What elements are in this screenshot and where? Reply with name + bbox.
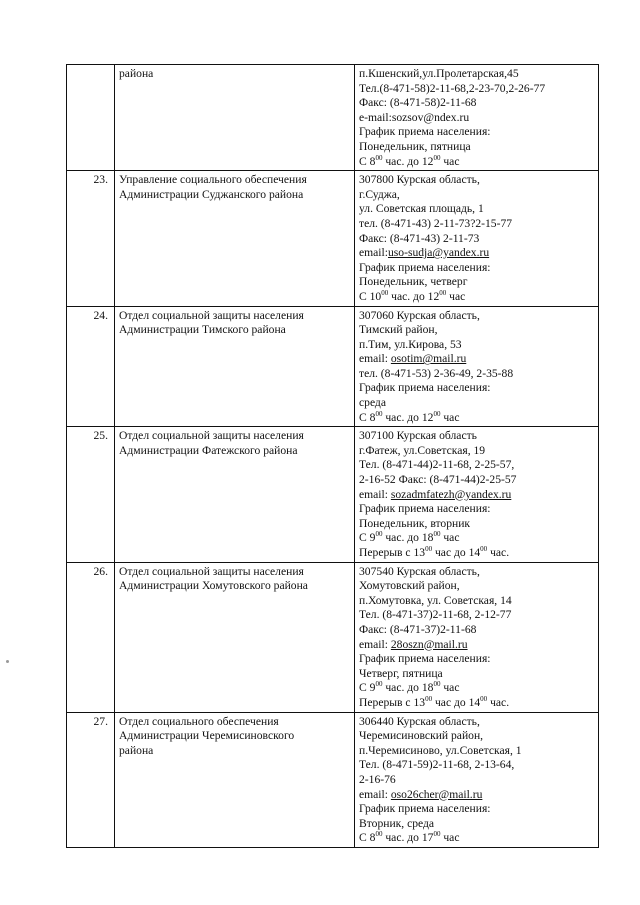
contact-line xyxy=(359,429,594,444)
table-row xyxy=(67,65,599,171)
contact-line xyxy=(359,696,594,711)
contact-line xyxy=(359,444,594,459)
contact-line xyxy=(359,802,594,817)
contact-text: час. до 17 xyxy=(382,831,434,845)
contact-line xyxy=(359,473,594,488)
contact-text: С 9 xyxy=(359,681,376,695)
email-label: email: xyxy=(359,787,391,801)
organization-name xyxy=(115,427,355,562)
contact-text: среда xyxy=(359,396,386,410)
table-row xyxy=(67,306,599,427)
contact-text: п.Черемисиново, ул.Советская, 1 xyxy=(359,743,522,757)
contact-info xyxy=(355,65,599,171)
contact-line xyxy=(359,546,594,561)
time-minutes-sup: 00 xyxy=(425,694,433,703)
organization-name-line: Администрации Тимского района xyxy=(119,323,286,337)
contact-line xyxy=(359,396,594,411)
contact-text: час xyxy=(440,154,460,168)
organization-name-line: Отдел социальной защиты населения xyxy=(119,429,304,443)
contact-line xyxy=(359,638,594,653)
contact-text: час. до 12 xyxy=(388,289,440,303)
contact-line xyxy=(359,579,594,594)
contact-text: час xyxy=(440,831,460,845)
contact-text: п.Кшенский,ул.Пролетарская,45 xyxy=(359,67,519,80)
contact-text: час. до 12 xyxy=(382,410,434,424)
contact-text: 306440 Курская область, xyxy=(359,714,480,728)
contact-line xyxy=(359,817,594,832)
contact-text: Факс: (8-471-43) 2-11-73 xyxy=(359,231,480,245)
contact-line xyxy=(359,217,594,232)
contact-line xyxy=(359,67,594,82)
contact-line xyxy=(359,381,594,396)
organization-name-line: Администрации Черемисиновского xyxy=(119,729,295,743)
organization-name xyxy=(115,712,355,847)
contact-line xyxy=(359,232,594,247)
email-label: email: xyxy=(359,637,391,651)
contact-text: 307100 Курская область xyxy=(359,429,477,443)
contact-line xyxy=(359,338,594,353)
contact-line xyxy=(359,517,594,532)
contact-text: час. до 12 xyxy=(382,154,434,168)
scan-speck xyxy=(6,660,9,663)
contact-text: час до 14 xyxy=(432,695,481,709)
contact-text: С 9 xyxy=(359,531,376,545)
contact-line xyxy=(359,831,594,846)
organization-name-line: Управление социального обеспечения xyxy=(119,173,307,187)
contact-text: Понедельник, четверг xyxy=(359,275,468,289)
contact-text: Вторник, среда xyxy=(359,816,435,830)
row-number: 26. xyxy=(67,562,115,712)
contact-info xyxy=(355,306,599,427)
contact-line xyxy=(359,608,594,623)
contact-line xyxy=(359,729,594,744)
contact-text: 307540 Курская область, xyxy=(359,564,480,578)
organization-name-line: Администрации Фатежского района xyxy=(119,443,298,457)
contact-line xyxy=(359,411,594,426)
organization-name-line: района xyxy=(119,743,154,757)
organization-name xyxy=(115,65,355,171)
contact-text: Факс: (8-471-58)2-11-68 xyxy=(359,96,477,110)
time-minutes-sup: 00 xyxy=(433,153,441,162)
contact-line xyxy=(359,173,594,188)
contact-line xyxy=(359,155,594,170)
contact-text: час. xyxy=(487,546,510,559)
row-number: 23. xyxy=(67,171,115,306)
time-minutes-sup: 00 xyxy=(433,530,441,539)
contact-line xyxy=(359,246,594,261)
contact-text: График приема населения: xyxy=(359,381,491,395)
contact-line xyxy=(359,758,594,773)
contact-line xyxy=(359,367,594,382)
time-minutes-sup: 00 xyxy=(433,409,441,418)
contact-text: Хомутовский район, xyxy=(359,579,460,593)
contact-text: тел. (8-471-43) 2-11-73?2-15-77 xyxy=(359,216,513,230)
row-number: 27. xyxy=(67,712,115,847)
contact-text: Тел.(8-471-58)2-11-68,2-23-70,2-26-77 xyxy=(359,81,546,95)
contact-text: Черемисиновский район, xyxy=(359,729,484,743)
organization-name-line: Администрации Суджанского района xyxy=(119,187,304,201)
row-number: 25. xyxy=(67,427,115,562)
contact-line xyxy=(359,111,594,126)
contact-text: тел. (8-471-53) 2-36-49, 2-35-88 xyxy=(359,366,514,380)
time-minutes-sup: 00 xyxy=(375,830,383,839)
contact-text: 2-16-52 Факс: (8-471-44)2-25-57 xyxy=(359,473,517,487)
contact-line xyxy=(359,140,594,155)
organization-name-line: Администрации Хомутовского района xyxy=(119,579,308,593)
contact-text: 2-16-76 xyxy=(359,772,396,786)
contact-text: График приема населения: xyxy=(359,125,491,139)
contact-line xyxy=(359,290,594,305)
contact-line xyxy=(359,667,594,682)
contact-line xyxy=(359,623,594,638)
contact-info xyxy=(355,712,599,847)
contact-info xyxy=(355,562,599,712)
contact-line xyxy=(359,202,594,217)
contact-line xyxy=(359,488,594,503)
contact-text: График приема населения: xyxy=(359,652,491,666)
contact-line xyxy=(359,502,594,517)
organization-name xyxy=(115,171,355,306)
contact-text: С 8 xyxy=(359,154,376,168)
time-minutes-sup: 00 xyxy=(425,545,433,553)
contact-text: г.Суджа, xyxy=(359,187,400,201)
organization-name-line: Отдел социальной защиты населения xyxy=(119,564,304,578)
contact-line xyxy=(359,261,594,276)
social-services-table xyxy=(66,64,599,848)
contact-line xyxy=(359,715,594,730)
contact-text: Тел. (8-471-59)2-11-68, 2-13-64, xyxy=(359,758,515,772)
email-label: email: xyxy=(359,487,391,501)
contact-text: ул. Советская площадь, 1 xyxy=(359,202,484,216)
contact-line xyxy=(359,788,594,803)
contact-text: Понедельник, пятница xyxy=(359,139,471,153)
contact-line xyxy=(359,275,594,290)
time-minutes-sup: 00 xyxy=(381,288,389,297)
organization-name xyxy=(115,562,355,712)
contact-text: Четверг, пятница xyxy=(359,666,443,680)
contact-text: час. до 18 xyxy=(382,531,434,545)
time-minutes-sup: 00 xyxy=(375,153,383,162)
contact-line xyxy=(359,352,594,367)
contact-text: С 8 xyxy=(359,410,376,424)
time-minutes-sup: 00 xyxy=(375,409,383,418)
time-minutes-sup: 00 xyxy=(480,545,488,553)
contact-line xyxy=(359,594,594,609)
contact-text: Факс: (8-471-37)2-11-68 xyxy=(359,622,477,636)
contact-text: С 8 xyxy=(359,831,376,845)
row-number xyxy=(67,65,115,171)
email-link[interactable]: osotim@mail.ru xyxy=(390,352,467,366)
contact-line xyxy=(359,773,594,788)
contact-text: п.Хомутовка, ул. Советская, 14 xyxy=(359,593,512,607)
contact-line xyxy=(359,652,594,667)
time-minutes-sup: 00 xyxy=(433,680,441,689)
contact-line xyxy=(359,744,594,759)
contact-text: п.Тим, ул.Кирова, 53 xyxy=(359,337,462,351)
contact-text: С 10 xyxy=(359,289,382,303)
contact-text: 307060 Курская область, xyxy=(359,308,480,322)
email-label: email: xyxy=(359,352,391,366)
contact-line xyxy=(359,531,594,546)
contact-text: г.Фатеж, ул.Советская, 19 xyxy=(359,443,486,457)
row-number: 24. xyxy=(67,306,115,427)
contact-text: час. до 18 xyxy=(382,681,434,695)
table-row xyxy=(67,712,599,847)
time-minutes-sup: 00 xyxy=(433,830,441,839)
contact-text: час xyxy=(440,681,460,695)
contact-text: График приема населения: xyxy=(359,502,491,516)
contact-text: час до 14 xyxy=(432,546,481,559)
table-row xyxy=(67,427,599,562)
contact-text: Тел. (8-471-37)2-11-68, 2-12-77 xyxy=(359,608,512,622)
time-minutes-sup: 00 xyxy=(439,288,447,297)
table-body xyxy=(67,65,599,848)
time-minutes-sup: 00 xyxy=(480,694,488,703)
contact-text: e-mail:sozsov@ndex.ru xyxy=(359,110,470,124)
contact-line xyxy=(359,565,594,580)
contact-line xyxy=(359,323,594,338)
email-link[interactable]: uso-sudja@yandex.ru xyxy=(387,246,490,260)
contact-text: График приема населения: xyxy=(359,260,491,274)
time-minutes-sup: 00 xyxy=(375,680,383,689)
contact-text: Перерыв с 13 xyxy=(359,695,426,709)
contact-text: 307800 Курская область, xyxy=(359,173,480,187)
contact-line xyxy=(359,458,594,473)
email-link[interactable]: 28oszn@mail.ru xyxy=(390,637,468,651)
email-label: email: xyxy=(359,246,388,260)
contact-text: Перерыв с 13 xyxy=(359,546,426,559)
contact-text: час xyxy=(440,410,460,424)
table-row xyxy=(67,171,599,306)
organization-name-line: района xyxy=(119,67,154,80)
contact-info xyxy=(355,171,599,306)
contact-text: час xyxy=(446,289,466,303)
time-minutes-sup: 00 xyxy=(375,530,383,539)
contact-line xyxy=(359,82,594,97)
contact-text: час xyxy=(440,531,460,545)
contact-line xyxy=(359,96,594,111)
contact-text: Тел. (8-471-44)2-11-68, 2-25-57, xyxy=(359,458,515,472)
email-link[interactable]: oso26cher@mail.ru xyxy=(390,787,483,801)
contact-line xyxy=(359,309,594,324)
organization-name xyxy=(115,306,355,427)
contact-text: час. xyxy=(487,695,510,709)
table-row xyxy=(67,562,599,712)
organization-name-line: Отдел социальной защиты населения xyxy=(119,308,304,322)
contact-line xyxy=(359,681,594,696)
contact-text: Тимский район, xyxy=(359,323,438,337)
contact-text: Понедельник, вторник xyxy=(359,516,471,530)
contact-text: График приема населения: xyxy=(359,802,491,816)
contact-info xyxy=(355,427,599,562)
contact-line xyxy=(359,125,594,140)
organization-name-line: Отдел социального обеспечения xyxy=(119,714,279,728)
contact-line xyxy=(359,188,594,203)
email-link[interactable]: sozadmfatezh@yandex.ru xyxy=(390,487,512,501)
